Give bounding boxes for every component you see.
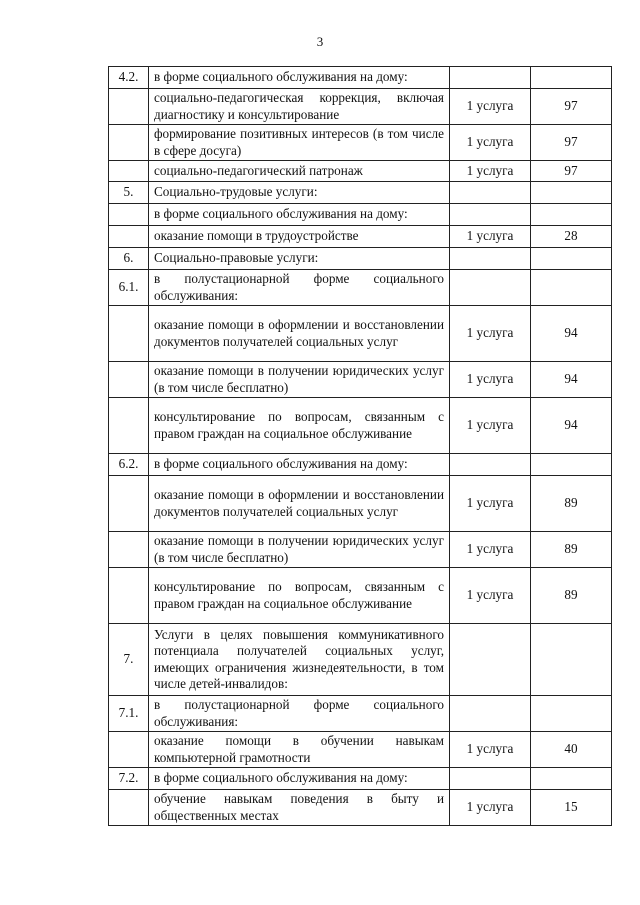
value-cell: [531, 696, 612, 732]
unit-cell: [450, 696, 531, 732]
service-name-cell: оказание помощи в обучении навыкам компьютерной грамотности: [149, 732, 450, 768]
row-number-cell: [109, 398, 149, 454]
table-row: [109, 226, 612, 248]
table-row: [109, 182, 612, 204]
row-number-cell: 6.1.: [109, 270, 149, 306]
unit-cell: 1 услуга: [450, 732, 531, 768]
row-number-cell: 5.: [109, 182, 149, 204]
value-cell: 97: [531, 125, 612, 161]
table-row: [109, 125, 612, 161]
value-cell: 89: [531, 532, 612, 568]
unit-cell: [450, 182, 531, 204]
service-name-cell: консультирование по вопросам, связанным с правом граждан на социальное обслуживание: [149, 398, 450, 454]
unit-cell: [450, 768, 531, 790]
value-cell: 94: [531, 398, 612, 454]
value-cell: [531, 768, 612, 790]
value-cell: 89: [531, 568, 612, 624]
unit-cell: 1 услуга: [450, 125, 531, 161]
row-number-cell: 6.2.: [109, 454, 149, 476]
service-name-cell: формирование позитивных интересов (в том числе в сфере досуга): [149, 125, 450, 161]
services-table-body: [109, 67, 612, 826]
service-name-cell: в полустационарной форме социального обслуживания:: [149, 270, 450, 306]
unit-cell: 1 услуга: [450, 161, 531, 182]
value-cell: 97: [531, 89, 612, 125]
service-name-cell: оказание помощи в получении юридических услуг (в том числе бесплатно): [149, 532, 450, 568]
service-name-cell: в форме социального обслуживания на дому:: [149, 454, 450, 476]
table-row: [109, 204, 612, 226]
service-name-cell: оказание помощи в оформлении и восстановлении документов получателей социальных услуг: [149, 306, 450, 362]
unit-cell: 1 услуга: [450, 306, 531, 362]
row-number-cell: [109, 89, 149, 125]
value-cell: 94: [531, 362, 612, 398]
row-number-cell: [109, 125, 149, 161]
unit-cell: 1 услуга: [450, 398, 531, 454]
row-number-cell: [109, 226, 149, 248]
row-number-cell: [109, 161, 149, 182]
table-row: [109, 732, 612, 768]
table-row: [109, 532, 612, 568]
value-cell: [531, 270, 612, 306]
table-row: [109, 161, 612, 182]
table-row: [109, 454, 612, 476]
unit-cell: [450, 270, 531, 306]
service-name-cell: обучение навыкам поведения в быту и общественных местах: [149, 790, 450, 826]
table-row: [109, 624, 612, 696]
unit-cell: 1 услуга: [450, 362, 531, 398]
table-row: [109, 270, 612, 306]
value-cell: [531, 204, 612, 226]
row-number-cell: [109, 790, 149, 826]
table-row: [109, 790, 612, 826]
page-number: 3: [316, 34, 324, 49]
row-number-cell: 7.1.: [109, 696, 149, 732]
table-row: [109, 67, 612, 89]
unit-cell: 1 услуга: [450, 226, 531, 248]
table-row: [109, 568, 612, 624]
table-row: [109, 306, 612, 362]
row-number-cell: [109, 204, 149, 226]
table-row: [109, 398, 612, 454]
unit-cell: [450, 454, 531, 476]
service-name-cell: социально-педагогический патронаж: [149, 161, 450, 182]
unit-cell: 1 услуга: [450, 568, 531, 624]
row-number-cell: 6.: [109, 248, 149, 270]
unit-cell: 1 услуга: [450, 790, 531, 826]
row-number-cell: [109, 732, 149, 768]
service-name-cell: Услуги в целях повышения коммуникативного потенциала получателей социальных услуг, имеющих ограничения жизнедеятельности, в том числе детей-инвалидов:: [149, 624, 450, 696]
value-cell: [531, 624, 612, 696]
row-number-cell: [109, 532, 149, 568]
service-name-cell: социально-педагогическая коррекция, включая диагностику и консультирование: [149, 89, 450, 125]
table-row: [109, 768, 612, 790]
value-cell: [531, 182, 612, 204]
value-cell: 94: [531, 306, 612, 362]
unit-cell: [450, 204, 531, 226]
service-name-cell: оказание помощи в оформлении и восстановлении документов получателей социальных услуг: [149, 476, 450, 532]
table-row: [109, 248, 612, 270]
service-name-cell: оказание помощи в трудоустройстве: [149, 226, 450, 248]
value-cell: 28: [531, 226, 612, 248]
value-cell: [531, 67, 612, 89]
unit-cell: 1 услуга: [450, 476, 531, 532]
service-name-cell: консультирование по вопросам, связанным с правом граждан на социальное обслуживание: [149, 568, 450, 624]
table-row: [109, 696, 612, 732]
service-name-cell: в полустационарной форме социального обслуживания:: [149, 696, 450, 732]
value-cell: [531, 454, 612, 476]
value-cell: 15: [531, 790, 612, 826]
unit-cell: [450, 624, 531, 696]
service-name-cell: в форме социального обслуживания на дому:: [149, 768, 450, 790]
table-row: [109, 89, 612, 125]
row-number-cell: 7.: [109, 624, 149, 696]
row-number-cell: [109, 306, 149, 362]
service-name-cell: в форме социального обслуживания на дому:: [149, 67, 450, 89]
service-name-cell: в форме социального обслуживания на дому:: [149, 204, 450, 226]
row-number-cell: [109, 476, 149, 532]
unit-cell: [450, 248, 531, 270]
value-cell: 40: [531, 732, 612, 768]
row-number-cell: [109, 362, 149, 398]
service-name-cell: Социально-трудовые услуги:: [149, 182, 450, 204]
unit-cell: [450, 67, 531, 89]
row-number-cell: [109, 568, 149, 624]
row-number-cell: 7.2.: [109, 768, 149, 790]
table-row: [109, 476, 612, 532]
service-name-cell: Социально-правовые услуги:: [149, 248, 450, 270]
value-cell: [531, 248, 612, 270]
unit-cell: 1 услуга: [450, 532, 531, 568]
services-table: [108, 66, 612, 826]
row-number-cell: 4.2.: [109, 67, 149, 89]
service-name-cell: оказание помощи в получении юридических услуг (в том числе бесплатно): [149, 362, 450, 398]
value-cell: 89: [531, 476, 612, 532]
unit-cell: 1 услуга: [450, 89, 531, 125]
table-row: [109, 362, 612, 398]
value-cell: 97: [531, 161, 612, 182]
